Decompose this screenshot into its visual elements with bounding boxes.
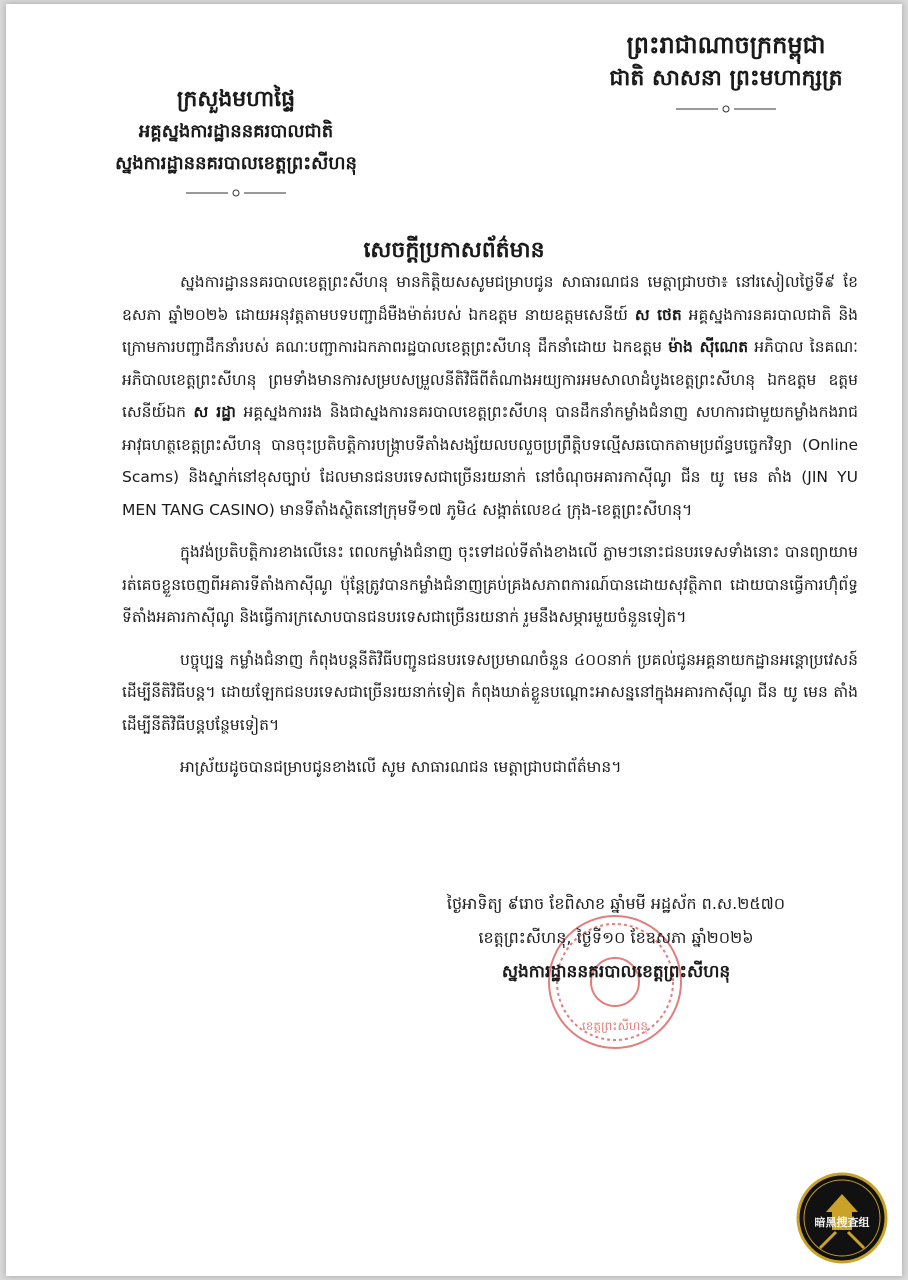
national-police-name: អគ្គស្នងការដ្ឋាននគរបាលជាតិ [138, 121, 334, 142]
lunar-date: ថ្ងៃអាទិត្យ ៩រោច ខែពិសាខ ឆ្នាំមមី អដ្ឋស័ក ព.ស.២៥៧០ [446, 894, 786, 913]
ornament-divider-icon [676, 104, 776, 114]
name-highlight-1: ស ថេត [634, 305, 682, 324]
name-highlight-2: ម៉ាង ស៊ីណេត [668, 338, 749, 356]
kingdom-name: ព្រះរាជាណាចក្រកម្ពុជា [626, 31, 826, 59]
watermark-logo-text: 暗黑搜查组 [814, 1216, 870, 1229]
document-page [6, 4, 902, 1276]
signing-office: ស្នងការដ្ឋាននគរបាលខេត្តព្រះសីហនុ [501, 962, 731, 982]
paragraph-1-part-a: ស្នងការដ្ឋាននគរបាលខេត្តព្រះសីហនុ មានកិត្តិយសសូមជម្រាបជូន សាធារណជន មេត្តាជ្រាបថា៖ នៅរសៀលថ្ងៃទី៩ ខែឧសភា ឆ្នាំ២០២៦ ដោយអនុវត្តតាមបទបញ្ជាដ៏មឺងម៉ាត់របស់ ឯកឧត្តម នាយឧត្តមសេនីយ៍ [122, 273, 858, 324]
paragraph-2: ក្នុងវង់ប្រតិបត្តិការខាងលើនេះ ពេលកម្លាំងជំនាញ ចុះទៅដល់ទីតាំងខាងលើ ភ្លាមៗនោះជនបរទេសទាំងនោះ បានព្យាយាមរត់គេចខ្លួនចេញពីអគារទីតាំងកាស៊ីណូ ប៉ុន្តែត្រូវបានកម្លាំងជំនាញគ្រប់គ្រងសភាពការណ៍បានដោយសុវត្ថិភាព ដោយបានធ្វើការហ៊ុំព័ទ្ធទីតាំងអគារកាស៊ីណូ និងធ្វើការក្រសោបបានជនបរទេសជាច្រើនរយនាក់ រួមនឹងសម្ភារមួយចំនួនទៀត។ [122, 543, 858, 626]
paragraph-1 [122, 266, 858, 526]
provincial-police-name: ស្នងការដ្ឋាននគរបាលខេត្តព្រះសីហនុ [115, 153, 357, 174]
solar-date: ខេត្តព្រះសីហនុ, ថ្ងៃទី១០ ខែឧសភា ឆ្នាំ២០២៦ [478, 928, 754, 947]
ornament-divider-icon [186, 188, 286, 198]
name-highlight-3: ស រដ្ឋា [193, 403, 236, 421]
paragraph-1-part-c: អគ្គស្នងការនគរបាលជាតិ និងក្រោមការបញ្ជាដឹកនាំរបស់ គណៈបញ្ជាការឯកភាពរដ្ឋបាលខេត្តព្រះសីហនុ ដឹកនាំដោយ ឯកឧត្តម [122, 305, 858, 356]
stamp-text: ខេត្តព្រះសីហនុ [582, 1019, 648, 1033]
paragraph-3: បច្ចុប្បន្ន កម្លាំងជំនាញ កំពុងបន្តនីតិវិធីបញ្ជូនជនបរទេសប្រមាណចំនួន ៤០០នាក់ ប្រគល់ជូនអគ្គនាយកដ្ឋានអន្តោប្រវេសន៍ ដើម្បីនីតិវិធីបន្ត។ ដោយឡែកជនបរទេសជាច្រើនរយនាក់ទៀត កំពុងឃាត់ខ្លួនបណ្ដោះអាសន្ននៅក្នុងអគារកាស៊ីណូ ជីន យូ មេន តាំង ដើម្បីនីតិវិធីបន្តបន្ថែមទៀត។ [122, 650, 858, 734]
document-body [122, 266, 858, 786]
ministry-header [66, 84, 406, 198]
paragraph-4: អាស្រ័យដូចបានជម្រាបជូនខាងលើ សូម សាធារណជន មេត្តាជ្រាបជាព័ត៌មាន។ [180, 758, 622, 776]
paragraph-1-part-g: អគ្គស្នងការរង និងជាស្នងការនគរបាលខេត្តព្រះសីហនុ បានដឹកនាំកម្លាំងជំនាញ សហការជាមួយកម្លាំងកងរាជអាវុធហត្ថខេត្តព្រះសីហនុ បានចុះប្រតិបត្តិការបង្ក្រាបទីតាំងសង្ស័យលបលួចប្រព្រឹត្តិបទល្មើសឆបោកតាមប្រព័ន្ធបច្ចេកវិទ្យា (Online Scams) និងស្នាក់នៅខុសច្បាប់ ដែលមានជនបរទេសជាច្រើនរយនាក់ នៅចំណុចអគារកាស៊ីណូ ជីន យូ មេន តាំង (JIN YU MEN TANG CASINO) មានទីតាំងស្ថិតនៅក្រុមទី១៧ ភូមិ៤ សង្កាត់លេខ៤ ក្រុង-ខេត្តព្រះសីហនុ។ [122, 403, 858, 519]
kingdom-header [576, 28, 876, 114]
ministry-name: ក្រសួងមហាផ្ទៃ [176, 87, 296, 112]
kingdom-motto: ជាតិ សាសនា ព្រះមហាក្សត្រ [609, 66, 843, 91]
watermark-logo-icon [796, 1172, 888, 1264]
paragraph-1-part-e: អភិបាល នៃគណៈអភិបាលខេត្តព្រះសីហនុ ព្រមទាំងមានការសម្របសម្រួលនីតិវិធីពីតំណាងអយ្យការអមសាលាដំបូងខេត្តព្រះសីហនុ ឯកឧត្តម ឧត្តមសេនីយ៍ឯក [122, 338, 859, 421]
document-title: សេចក្ដីប្រកាសព័ត៌មាន [363, 238, 545, 263]
